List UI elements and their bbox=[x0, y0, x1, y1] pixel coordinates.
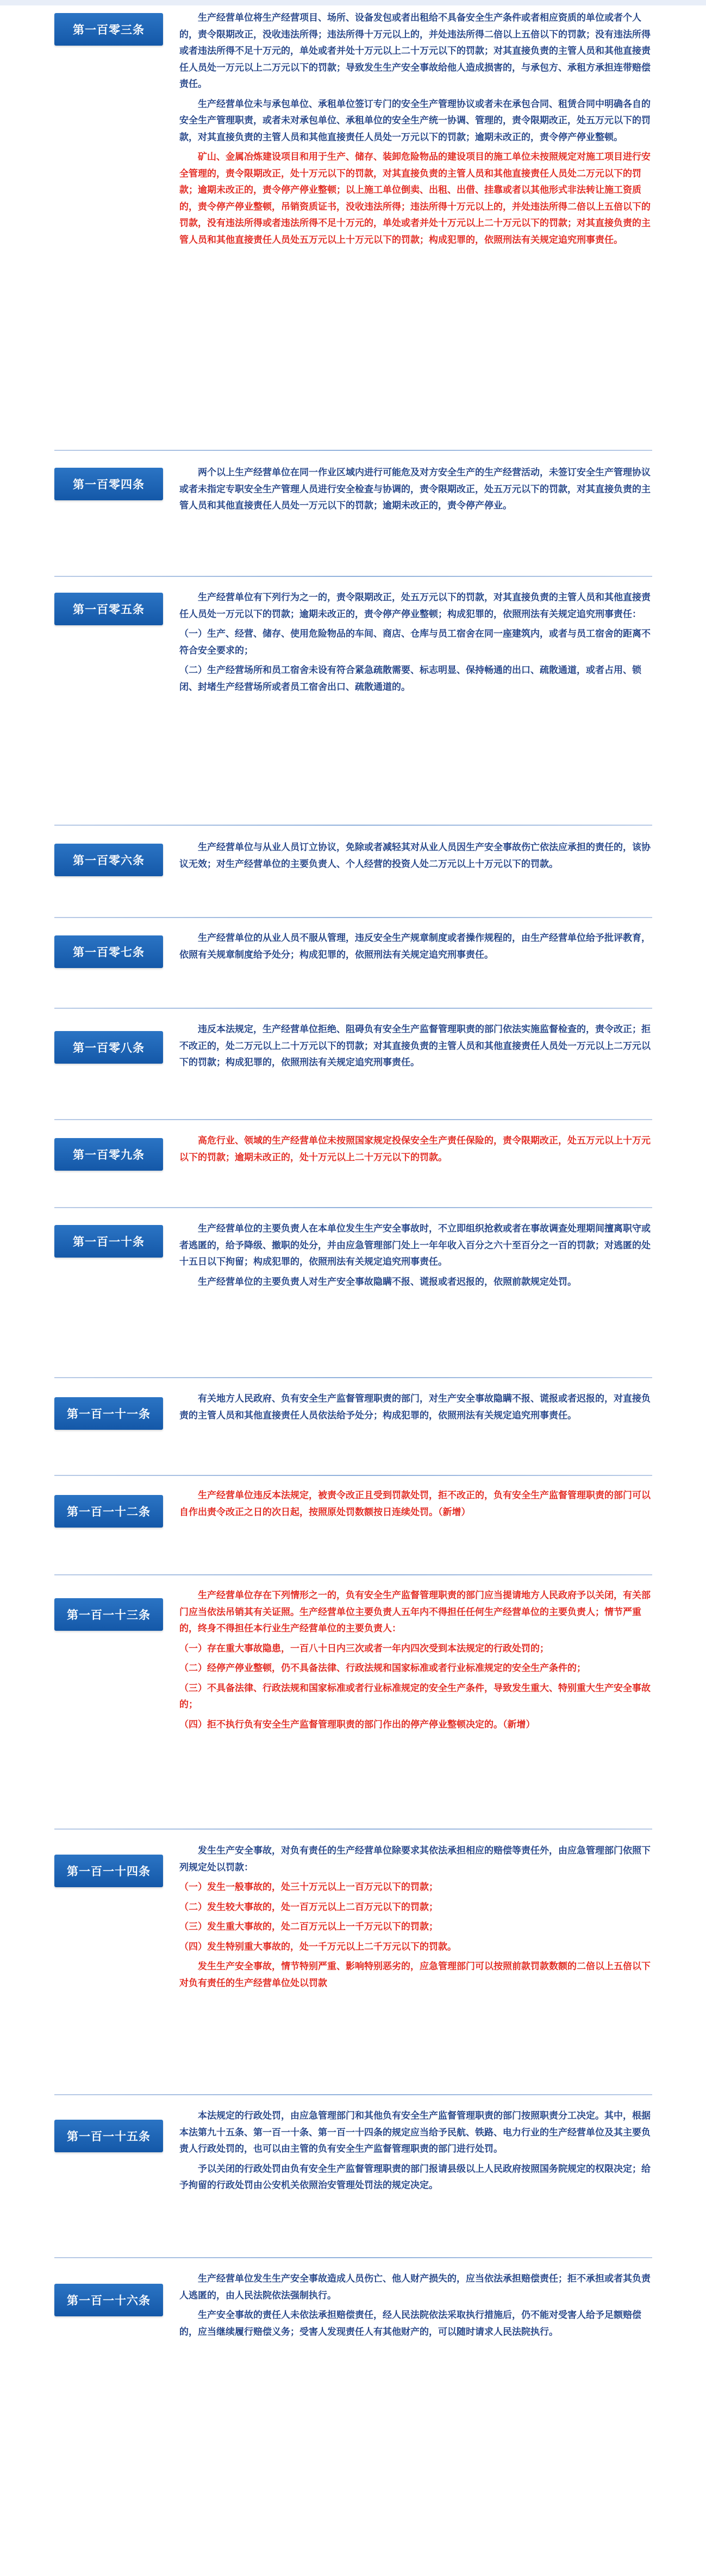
article-text bbox=[179, 1587, 655, 1736]
article-text bbox=[179, 10, 655, 252]
article-number-label: 第一百零九条 bbox=[54, 1138, 163, 1171]
article-clause-item: （二）经停产停业整顿，仍不具备法律、行政法规和国家标准或者行业标准规定的安全生产条件的； bbox=[179, 1663, 586, 1674]
section-divider bbox=[54, 1829, 652, 1830]
article-number-label: 第一百一十一条 bbox=[54, 1397, 163, 1430]
article-paragraph: 高危行业、领域的生产经营单位未按照国家规定投保安全生产责任保险的，责令限期改正，处五万元以上十万元以下的罚款；逾期未改正的，处十万元以上二十万元以下的罚款。 bbox=[179, 1135, 651, 1163]
article-text bbox=[179, 930, 655, 966]
article-number-label: 第一百零六条 bbox=[54, 844, 163, 876]
article-text bbox=[179, 1843, 655, 1995]
article-number-label: 第一百零四条 bbox=[54, 468, 163, 500]
section-divider bbox=[54, 576, 652, 577]
article-paragraph: 两个以上生产经营单位在同一作业区域内进行可能危及对方安全生产的生产经营活动，未签订安全生产管理协议或者未指定专职安全生产管理人员进行安全检查与协调的，责令限期改正，处五万元以下的罚款，对其直接负责的主管人员和其他直接责任人员处一万元以下的罚款；逾期未改正的，责令停产停业。 bbox=[179, 467, 651, 511]
article-text bbox=[179, 2108, 655, 2197]
article-paragraph: 生产经营单位违反本法规定，被责令改正且受到罚款处罚，拒不改正的，负有安全生产监督管理职责的部门可以自作出责令改正之日的次日起，按照原处罚数额按日连续处罚。（新增） bbox=[179, 1490, 651, 1518]
article-paragraph: 本法规定的行政处罚，由应急管理部门和其他负有安全生产监督管理职责的部门按照职责分工决定。其中，根据本法第九十五条、第一百一十条、第一百一十四条的规定应当给予民航、铁路、电力行业的生产经营单位及其主要负责人行政处罚的，也可以由主管的负有安全生产监督管理职责的部门进行处罚。 bbox=[179, 2110, 651, 2154]
section-divider bbox=[54, 1207, 652, 1208]
article-paragraph: 违反本法规定，生产经营单位拒绝、阻碍负有安全生产监督管理职责的部门依法实施监督检查的，责令改正；拒不改正的，处二万元以上二十万元以下的罚款；对其直接负责的主管人员和其他直接责任人员处一万元以上二万元以下的罚款；构成犯罪的，依照刑法有关规定追究刑事责任。 bbox=[179, 1024, 651, 1068]
article-number-label: 第一百零七条 bbox=[54, 935, 163, 968]
article-number-label: 第一百零三条 bbox=[54, 13, 163, 46]
article-clause-item: （三）不具备法律、行政法规和国家标准或者行业标准规定的安全生产条件，导致发生重大、特别重大生产安全事故的； bbox=[179, 1682, 651, 1710]
article-clause-item: （一）发生一般事故的，处三十万元以上一百万元以下的罚款； bbox=[179, 1882, 438, 1893]
article-text bbox=[179, 589, 655, 699]
article-clause-item: （二）生产经营场所和员工宿舍未设有符合紧急疏散需要、标志明显、保持畅通的出口、疏散通道，或者占用、锁闭、封堵生产经营场所或者员工宿舍出口、疏散通道的。 bbox=[179, 665, 641, 693]
article-paragraph: 生产经营单位未与承包单位、承租单位签订专门的安全生产管理协议或者未在承包合同、租赁合同中明确各自的安全生产管理职责，或者未对承包单位、承租单位的安全生产统一协调、管理的，责令限期改正，处五万元以下的罚款，对其直接负责的主管人员和其他直接责任人员处一万元以下的罚款；逾期未改正的，责令停产停业整顿。 bbox=[179, 98, 651, 143]
article-number-label: 第一百一十四条 bbox=[54, 1855, 163, 1887]
article-paragraph: 生产经营单位将生产经营项目、场所、设备发包或者出租给不具备安全生产条件或者相应资质的单位或者个人的，责令限期改正，没收违法所得；违法所得十万元以上的，并处违法所得二倍以上五倍以下的罚款；没有违法所得或者违法所得不足十万元的，单处或者并处十万元以上二十万元以下的罚款；对其直接负责的主管人员和其他直接责任人员处一万元以上二万元以下的罚款；导致发生生产安全事故给他人造成损害的，与承包方、承租方承担连带赔偿责任。 bbox=[179, 12, 651, 90]
article-paragraph: 生产安全事故的责任人未依法承担赔偿责任，经人民法院依法采取执行措施后，仍不能对受害人给予足额赔偿的，应当继续履行赔偿义务；受害人发现责任人有其他财产的，可以随时请求人民法院执行。 bbox=[179, 2310, 641, 2338]
article-text bbox=[179, 464, 655, 518]
article-paragraph: 生产经营单位存在下列情形之一的，负有安全生产监督管理职责的部门应当提请地方人民政府予以关闭，有关部门应当依法吊销其有关证照。生产经营单位主要负责人五年内不得担任任何生产经营单位的主要负责人；情节严重的，终身不得担任本行业生产经营单位的主要负责人： bbox=[179, 1590, 651, 1634]
article-clause-item: （一）生产、经营、储存、使用危险物品的车间、商店、仓库与员工宿舍在同一座建筑内，或者与员工宿舍的距离不符合安全要求的； bbox=[179, 629, 651, 656]
article-paragraph: 发生生产安全事故，情节特别严重、影响特别恶劣的，应急管理部门可以按照前款罚款数额的二倍以上五倍以下对负有责任的生产经营单位处以罚款 bbox=[179, 1961, 651, 1989]
section-divider bbox=[54, 2094, 652, 2095]
section-divider bbox=[54, 1377, 652, 1378]
article-paragraph: 矿山、金属冶炼建设项目和用于生产、储存、装卸危险物品的建设项目的施工单位未按照规定对施工项目进行安全管理的，责令限期改正，处十万元以下的罚款，对其直接负责的主管人员和其他直接责任人员处二万元以下的罚款；逾期未改正的，责令停产停业整顿；以上施工单位倒卖、出租、出借、挂靠或者以其他形式非法转让施工资质的，责令停产停业整顿，吊销资质证书，没收违法所得；违法所得十万元以上的，并处违法所得二倍以上五倍以下的罚款，没有违法所得或者违法所得不足十万元的，单处或者并处十万元以上二十万元以下的罚款；对其直接负责的主管人员和其他直接责任人员处五万元以上十万元以下的罚款；构成犯罪的，依照刑法有关规定追究刑事责任。 bbox=[179, 152, 651, 246]
article-number-label: 第一百一十六条 bbox=[54, 2284, 163, 2316]
article-text bbox=[179, 1487, 655, 1524]
article-text bbox=[179, 1133, 655, 1169]
section-divider bbox=[54, 1119, 652, 1120]
article-number-label: 第一百一十三条 bbox=[54, 1598, 163, 1631]
section-divider bbox=[54, 1574, 652, 1575]
article-text bbox=[179, 839, 655, 876]
article-paragraph: 发生生产安全事故，对负有责任的生产经营单位除要求其依法承担相应的赔偿等责任外，由应急管理部门依照下列规定处以罚款： bbox=[179, 1845, 651, 1873]
section-divider bbox=[54, 825, 652, 826]
article-clause-item: （一）存在重大事故隐患，一百八十日内三次或者一年内四次受到本法规定的行政处罚的； bbox=[179, 1643, 549, 1654]
article-paragraph: 有关地方人民政府、负有安全生产监督管理职责的部门，对生产安全事故隐瞒不报、谎报或者迟报的，对直接负责的主管人员和其他直接责任人员依法给予处分；构成犯罪的，依照刑法有关规定追究刑事责任。 bbox=[179, 1393, 651, 1421]
article-clause-item: （四）拒不执行负有安全生产监督管理职责的部门作出的停产停业整顿决定的。（新增） bbox=[179, 1719, 535, 1730]
article-paragraph: 予以关闭的行政处罚由负有安全生产监督管理职责的部门报请县级以上人民政府按照国务院规定的权限决定；给予拘留的行政处罚由公安机关依照治安管理处罚法的规定决定。 bbox=[179, 2163, 651, 2191]
article-number-label: 第一百一十二条 bbox=[54, 1495, 163, 1528]
article-text bbox=[179, 2271, 655, 2343]
top-strip bbox=[0, 0, 706, 5]
section-divider bbox=[54, 917, 652, 918]
article-text bbox=[179, 1221, 655, 1293]
article-clause-item: （二）发生较大事故的，处一百万元以上二百万元以下的罚款； bbox=[179, 1901, 438, 1913]
article-number-label: 第一百一十五条 bbox=[54, 2120, 163, 2152]
section-divider bbox=[54, 2257, 652, 2258]
article-text bbox=[179, 1021, 655, 1075]
article-paragraph: 生产经营单位的主要负责人在本单位发生生产安全事故时，不立即组织抢救或者在事故调查处理期间擅离职守或者逃匿的，给予降级、撤职的处分，并由应急管理部门处上一年年收入百分之六十至百分之一百的罚款；对逃匿的处十五日以下拘留；构成犯罪的，依照刑法有关规定追究刑事责任。 bbox=[179, 1223, 651, 1267]
article-paragraph: 生产经营单位发生生产安全事故造成人员伤亡、他人财产损失的，应当依法承担赔偿责任；拒不承担或者其负责人逃匿的，由人民法院依法强制执行。 bbox=[179, 2273, 651, 2301]
article-paragraph: 生产经营单位的从业人员不服从管理，违反安全生产规章制度或者操作规程的，由生产经营单位给予批评教育，依照有关规章制度给予处分；构成犯罪的，依照刑法有关规定追究刑事责任。 bbox=[179, 933, 651, 960]
article-paragraph: 生产经营单位与从业人员订立协议，免除或者减轻其对从业人员因生产安全事故伤亡依法应承担的责任的，该协议无效；对生产经营单位的主要负责人、个人经营的投资人处二万元以上十万元以下的罚款。 bbox=[179, 842, 651, 870]
article-number-label: 第一百零八条 bbox=[54, 1031, 163, 1064]
section-divider bbox=[54, 1475, 652, 1476]
article-clause-item: （四）发生特别重大事故的，处一千万元以上二千万元以下的罚款。 bbox=[179, 1941, 457, 1952]
article-number-label: 第一百零五条 bbox=[54, 593, 163, 625]
article-paragraph: 生产经营单位有下列行为之一的，责令限期改正，处五万元以下的罚款，对其直接负责的主管人员和其他直接责任人员处一万元以下的罚款；逾期未改正的，责令停产停业整顿；构成犯罪的，依照刑法有关规定追究刑事责任： bbox=[179, 592, 651, 620]
article-number-label: 第一百一十条 bbox=[54, 1225, 163, 1258]
section-divider bbox=[54, 450, 652, 451]
article-text bbox=[179, 1391, 655, 1427]
section-divider bbox=[54, 1008, 652, 1009]
article-clause-item: （三）发生重大事故的，处二百万元以上一千万元以下的罚款； bbox=[179, 1921, 438, 1932]
article-paragraph: 生产经营单位的主要负责人对生产安全事故隐瞒不报、谎报或者迟报的，依照前款规定处罚。 bbox=[198, 1276, 577, 1287]
